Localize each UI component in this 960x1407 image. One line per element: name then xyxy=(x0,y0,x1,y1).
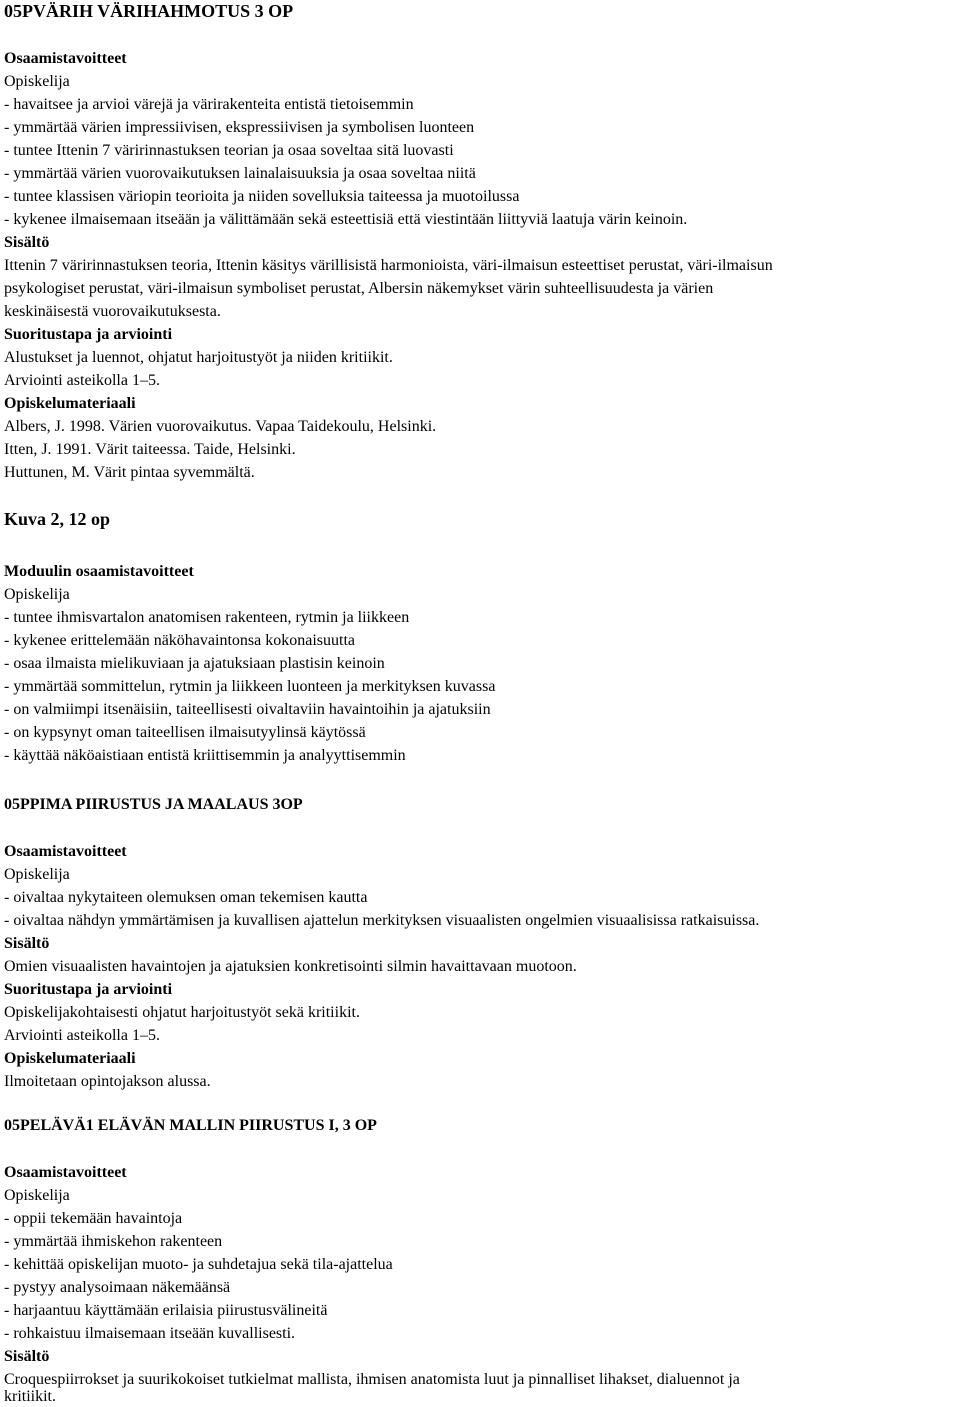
course-title: 05PELÄVÄ1 ELÄVÄN MALLIN PIIRUSTUS I, 3 OP xyxy=(4,1117,377,1134)
section-heading-method: Suoritustapa ja arviointi xyxy=(4,326,173,343)
material-line: Huttunen, M. Värit pintaa syvemmältä. xyxy=(4,464,255,481)
section-heading-goals: Moduulin osaamistavoitteet xyxy=(4,563,194,580)
goal-item: - kehittää opiskelijan muoto- ja suhdetajua sekä tila-ajattelua xyxy=(4,1256,393,1273)
content-line: Ittenin 7 väririnnastuksen teoria, Ittenin käsitys värillisistä harmonioista, väri-ilmaisun esteettiset perustat, väri-ilmaisun xyxy=(4,257,773,274)
goal-item: - osaa ilmaista mielikuviaan ja ajatuksiaan plastisin keinoin xyxy=(4,655,385,672)
goal-item: - on kypsynyt oman taiteellisen ilmaisutyylinsä käytössä xyxy=(4,724,366,741)
goal-item: - oivaltaa nähdyn ymmärtämisen ja kuvallisen ajattelun merkityksen visuaalisten ongelmien visuaalisissa ratkaisuissa. xyxy=(4,912,760,929)
course-title: 05PPIMA PIIRUSTUS JA MAALAUS 3OP xyxy=(4,796,303,813)
student-label: Opiskelija xyxy=(4,866,70,883)
method-line: Arviointi asteikolla 1–5. xyxy=(4,1027,160,1044)
goal-item: - ymmärtää värien vuorovaikutuksen lainalaisuuksia ja osaa soveltaa niitä xyxy=(4,165,476,182)
goal-item: - ymmärtää ihmiskehon rakenteen xyxy=(4,1233,223,1250)
goal-item: - tuntee Ittenin 7 väririnnastuksen teorian ja osaa soveltaa sitä luovasti xyxy=(4,142,454,159)
section-heading-material: Opiskelumateriaali xyxy=(4,395,136,412)
content-line: Omien visuaalisten havaintojen ja ajatuksien konkretisointi silmin havaittavaan muotoon. xyxy=(4,958,577,975)
goal-item: - kykenee ilmaisemaan itseään ja välittämään sekä esteettisiä että viestintään liittyviä laatuja värin keinoin. xyxy=(4,211,688,228)
content-line: kritiikit. xyxy=(4,1388,56,1405)
goal-item: - oivaltaa nykytaiteen olemuksen oman tekemisen kautta xyxy=(4,889,368,906)
student-label: Opiskelija xyxy=(4,73,70,90)
method-line: Alustukset ja luennot, ohjatut harjoitustyöt ja niiden kritiikit. xyxy=(4,349,393,366)
content-line: psykologiset perustat, väri-ilmaisun symboliset perustat, Albersin näkemykset värin suhteellisuudesta ja värien xyxy=(4,280,714,297)
section-heading-goals: Osaamistavoitteet xyxy=(4,1164,127,1181)
section-heading-goals: Osaamistavoitteet xyxy=(4,843,127,860)
goal-item: - kykenee erittelemään näköhavaintonsa kokonaisuutta xyxy=(4,632,355,649)
method-line: Arviointi asteikolla 1–5. xyxy=(4,372,160,389)
goal-item: - rohkaistuu ilmaisemaan itseään kuvallisesti. xyxy=(4,1325,296,1342)
module-title: Kuva 2, 12 op xyxy=(4,509,111,529)
content-line: Croquespiirrokset ja suurikokoiset tutkielmat mallista, ihmisen anatomista luut ja pinnalliset lihakset, dialuennot ja xyxy=(4,1371,740,1388)
section-heading-content: Sisältö xyxy=(4,234,50,251)
section-heading-material: Opiskelumateriaali xyxy=(4,1050,136,1067)
goal-item: - käyttää näköaistiaan entistä kriittisemmin ja analyyttisemmin xyxy=(4,747,406,764)
course-title: 05PVÄRIH VÄRIHAHMOTUS 3 OP xyxy=(4,1,294,21)
material-line: Ilmoitetaan opintojakson alussa. xyxy=(4,1073,211,1090)
goal-item: - tuntee ihmisvartalon anatomisen rakenteen, rytmin ja liikkeen xyxy=(4,609,410,626)
goal-item: - havaitsee ja arvioi värejä ja värirakenteita entistä tietoisemmin xyxy=(4,96,414,113)
method-line: Opiskelijakohtaisesti ohjatut harjoitustyöt sekä kritiikit. xyxy=(4,1004,360,1021)
goal-item: - oppii tekemään havaintoja xyxy=(4,1210,183,1227)
material-line: Albers, J. 1998. Värien vuorovaikutus. Vapaa Taidekoulu, Helsinki. xyxy=(4,418,437,435)
section-heading-content: Sisältö xyxy=(4,1348,50,1365)
material-line: Itten, J. 1991. Värit taiteessa. Taide, Helsinki. xyxy=(4,441,296,458)
content-line: keskinäisestä vuorovaikutuksesta. xyxy=(4,303,221,320)
goal-item: - tuntee klassisen väriopin teorioita ja niiden sovelluksia taiteessa ja muotoilussa xyxy=(4,188,520,205)
goal-item: - harjaantuu käyttämään erilaisia piirustusvälineitä xyxy=(4,1302,328,1319)
goal-item: - on valmiimpi itsenäisiin, taiteellisesti oivaltaviin havaintoihin ja ajatuksiin xyxy=(4,701,491,718)
goal-item: - ymmärtää värien impressiivisen, ekspressiivisen ja symbolisen luonteen xyxy=(4,119,475,136)
goal-item: - ymmärtää sommittelun, rytmin ja liikkeen luonteen ja merkityksen kuvassa xyxy=(4,678,496,695)
section-heading-goals: Osaamistavoitteet xyxy=(4,50,127,67)
section-heading-method: Suoritustapa ja arviointi xyxy=(4,981,173,998)
student-label: Opiskelija xyxy=(4,1187,70,1204)
goal-item: - pystyy analysoimaan näkemäänsä xyxy=(4,1279,231,1296)
student-label: Opiskelija xyxy=(4,586,70,603)
section-heading-content: Sisältö xyxy=(4,935,50,952)
